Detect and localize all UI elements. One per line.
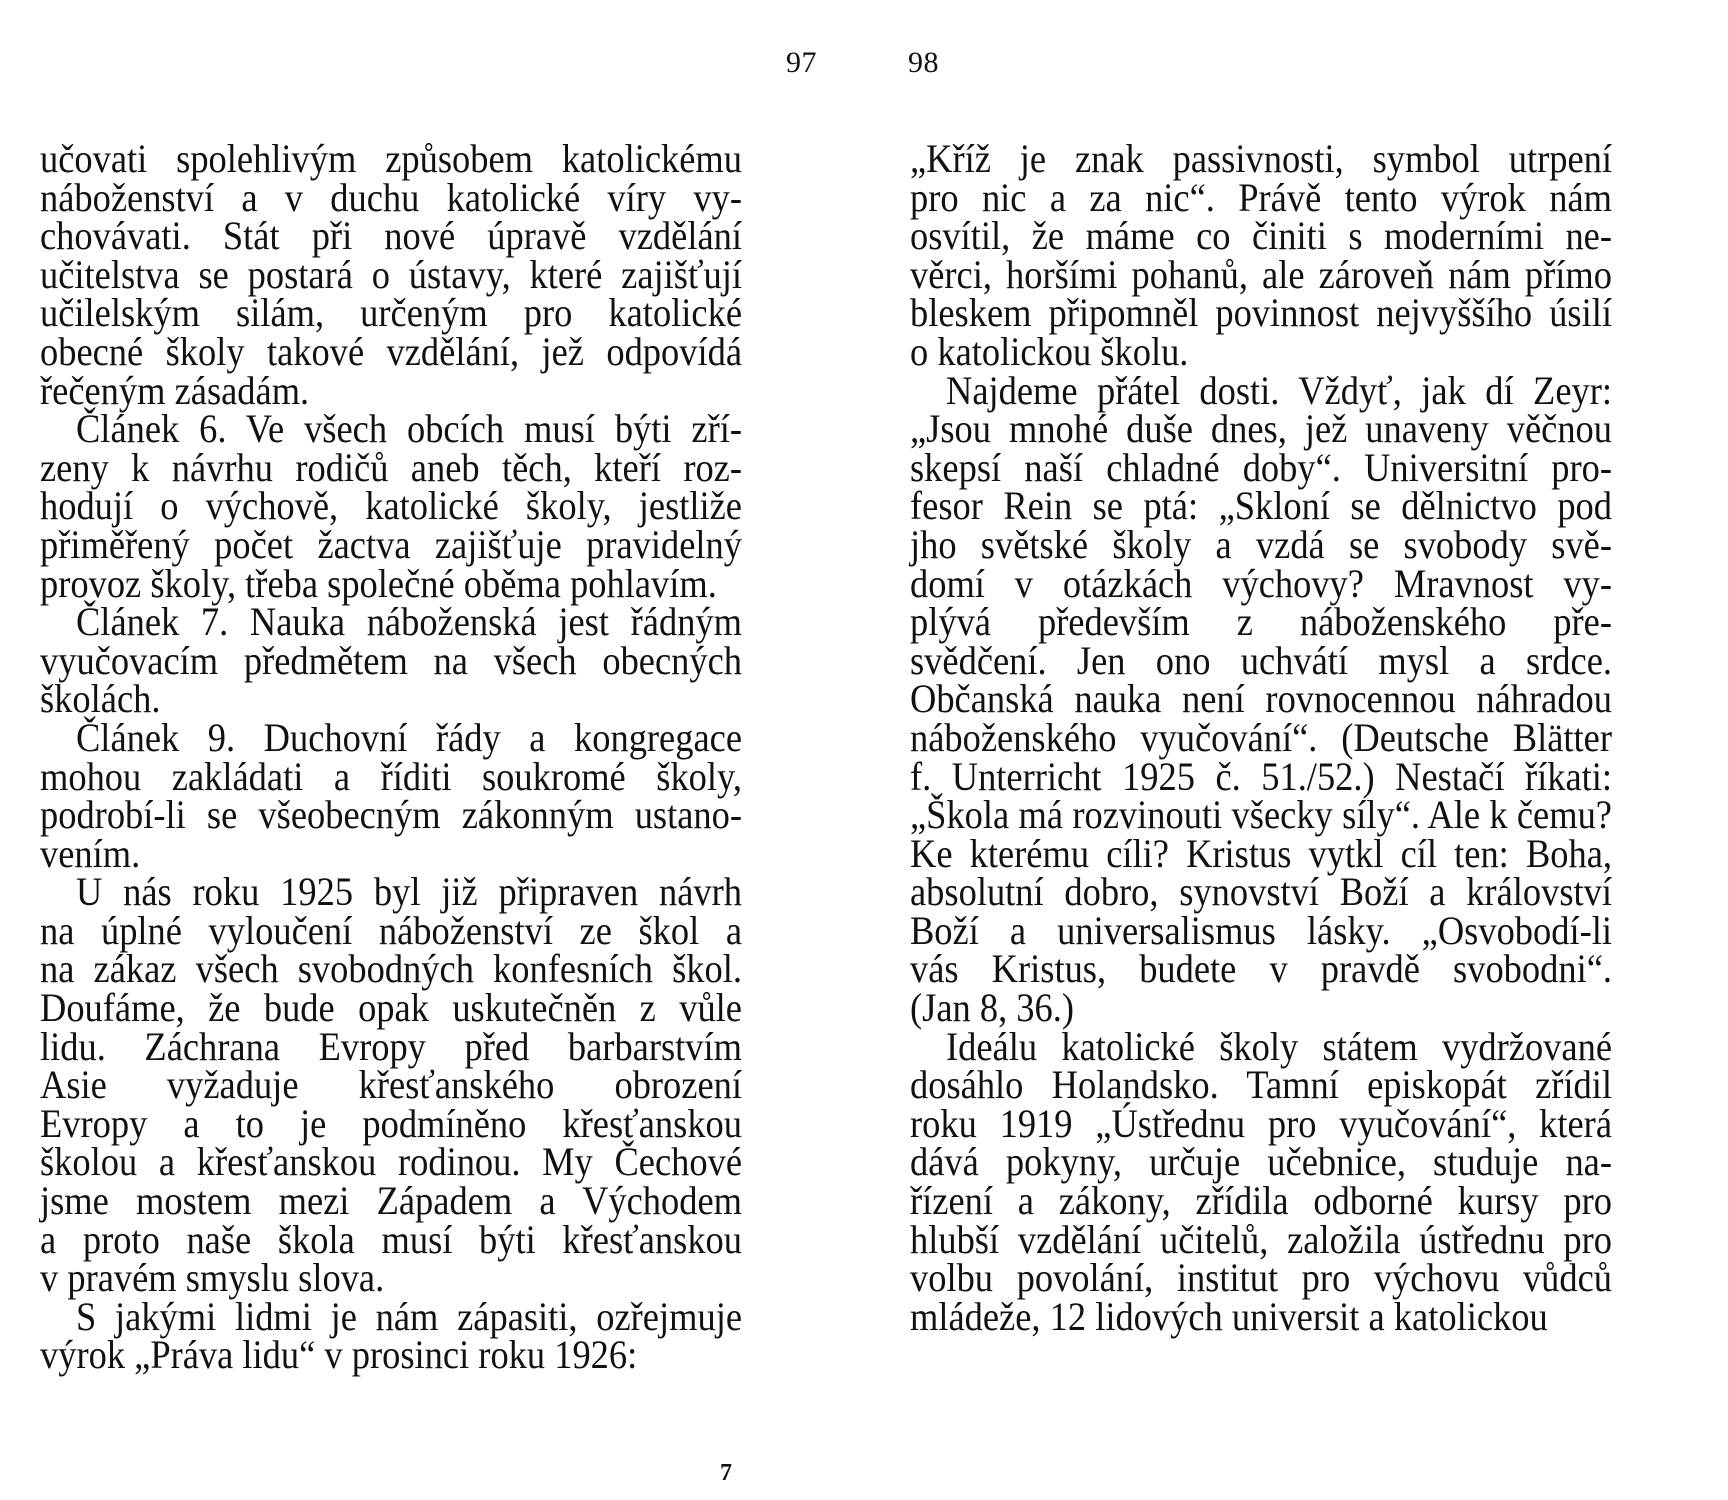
signature-mark: 7 xyxy=(720,1460,732,1486)
paragraph xyxy=(910,1023,1612,1339)
paragraph xyxy=(40,136,742,413)
text-line: výrok „Práva lidu“ v prosinci roku 1926: xyxy=(40,1332,638,1378)
left-column xyxy=(40,136,742,1378)
text-line: provoz školy, třeba společné oběma pohlavím. xyxy=(40,560,717,606)
text-line: mládeže, 12 lidových universit a katolickou xyxy=(910,1293,1548,1339)
text-line: mohou zakládati a říditi soukromé školy, xyxy=(40,753,742,799)
paragraph xyxy=(910,136,1612,374)
text-line: na zákaz všech svobodných konfesních škol. xyxy=(40,946,742,992)
text-line: jho světské školy a vzdá se svobody svě- xyxy=(910,521,1612,567)
text-line: na úplné vyloučení náboženství ze škol a xyxy=(40,907,742,953)
text-line: volbu povolání, institut pro výchovu vůdců xyxy=(910,1255,1612,1301)
text-line: S jakými lidmi je nám zápasiti, ozřejmuje xyxy=(76,1293,742,1339)
text-line: bleskem připomněl povinnost nejvyššího úsilí xyxy=(910,290,1612,336)
text-line: plývá především z náboženského pře- xyxy=(910,599,1612,645)
text-line: Článek 9. Duchovní řády a kongregace xyxy=(76,714,742,760)
text-line: jsme mostem mezi Západem a Východem xyxy=(40,1178,742,1224)
text-line: (Jan 8, 36.) xyxy=(910,985,1074,1031)
text-line: Ideálu katolické školy státem vydržované xyxy=(946,1023,1612,1069)
text-line: dosáhlo Holandsko. Tamní episkopát zřídil xyxy=(910,1062,1612,1108)
page-number-right: 98 xyxy=(908,46,939,79)
text-line: chovávati. Stát při nové úpravě vzdělání xyxy=(40,213,742,259)
text-line: „Škola má rozvinouti všecky síly“. Ale k čemu? xyxy=(910,792,1612,838)
text-line: řízení a zákony, zřídila odborné kursy pro xyxy=(910,1178,1612,1224)
text-line: Doufáme, že bude opak uskutečněn z vůle xyxy=(40,985,742,1031)
text-line: náboženství a v duchu katolické víry vy- xyxy=(40,174,742,220)
text-line: zeny k návrhu rodičů aneb těch, kteří roz- xyxy=(40,444,742,490)
text-line: fesor Rein se ptá: „Skloní se dělnictvo pod xyxy=(910,483,1612,529)
text-line: U nás roku 1925 byl již připraven návrh xyxy=(76,869,742,915)
text-line: domí v otázkách výchovy? Mravnost vy- xyxy=(910,560,1612,606)
text-line: školách. xyxy=(40,676,161,722)
text-line: vás Kristus, budete v pravdě svobodni“. xyxy=(910,946,1612,992)
text-line: učitelstva se postará o ústavy, které zajišťují xyxy=(40,251,742,297)
text-line: o katolickou školu. xyxy=(910,328,1189,374)
text-line: Evropy a to je podmíněno křesťanskou xyxy=(40,1100,742,1146)
text-line: hodují o výchově, katolické školy, jestliže xyxy=(40,483,742,529)
text-line: „Jsou mnohé duše dnes, jež unaveny věčnou xyxy=(910,406,1612,452)
text-line: f. Unterricht 1925 č. 51./52.) Nestačí říkati: xyxy=(910,753,1612,799)
right-column xyxy=(910,136,1612,1339)
text-line: učovati spolehlivým způsobem katolickému xyxy=(40,136,742,181)
text-line: „Kříž je znak passivnosti, symbol utrpení xyxy=(910,136,1612,181)
text-line: věrci, horšími pohanů, ale zároveň nám přímo xyxy=(910,251,1612,297)
text-line: vyučovacím předmětem na všech obecných xyxy=(40,637,742,683)
text-line: skepsí naší chladné doby“. Universitní pro- xyxy=(910,444,1612,490)
text-line: roku 1919 „Ústřednu pro vyučování“, která xyxy=(910,1100,1612,1146)
text-line: hlubší vzdělání učitelů, založila ústřednu pro xyxy=(910,1216,1612,1262)
paragraph xyxy=(40,599,742,722)
text-line: v pravém smyslu slova. xyxy=(40,1255,385,1301)
paragraph xyxy=(40,869,742,1301)
text-line: svědčení. Jen ono uchvátí mysl a srdce. xyxy=(910,637,1612,683)
text-line: Občanská nauka není rovnocennou náhradou xyxy=(910,676,1612,722)
page-number-left: 97 xyxy=(786,46,817,79)
text-line: osvítil, že máme co činiti s moderními ne- xyxy=(910,213,1612,259)
paragraph xyxy=(40,714,742,876)
text-line: Článek 6. Ve všech obcích musí býti zří- xyxy=(76,406,742,452)
text-line: a proto naše škola musí býti křesťanskou xyxy=(40,1216,742,1262)
paragraph xyxy=(910,367,1612,1031)
text-line: přiměřený počet žactva zajišťuje pravidelný xyxy=(40,521,742,567)
text-line: pro nic a za nic“. Právě tento výrok nám xyxy=(910,174,1612,220)
text-line: podrobí-li se všeobecným zákonným ustano- xyxy=(40,792,742,838)
text-line: vením. xyxy=(40,830,141,876)
text-line: Najdeme přátel dosti. Vždyť, jak dí Zeyr: xyxy=(946,367,1612,413)
text-line: dává pokyny, určuje učebnice, studuje na- xyxy=(910,1139,1612,1185)
text-line: absolutní dobro, synovství Boží a království xyxy=(910,869,1612,915)
text-line: náboženského vyučování“. (Deutsche Blätter xyxy=(910,714,1612,760)
paragraph xyxy=(40,1293,742,1378)
text-line: obecné školy takové vzdělání, jež odpovídá xyxy=(40,328,742,374)
text-line: Článek 7. Nauka náboženská jest řádným xyxy=(76,599,742,645)
text-line: řečeným zásadám. xyxy=(40,367,310,413)
text-line: Asie vyžaduje křesťanského obrození xyxy=(40,1062,742,1108)
text-line: lidu. Záchrana Evropy před barbarstvím xyxy=(40,1023,742,1069)
text-line: Boží a universalismus lásky. „Osvobodí-li xyxy=(910,907,1612,953)
text-line: Ke kterému cíli? Kristus vytkl cíl ten: Boha, xyxy=(910,830,1612,876)
text-line: učilelským silám, určeným pro katolické xyxy=(40,290,742,336)
text-line: školou a křesťanskou rodinou. My Čechové xyxy=(40,1139,742,1185)
paragraph xyxy=(40,406,742,606)
